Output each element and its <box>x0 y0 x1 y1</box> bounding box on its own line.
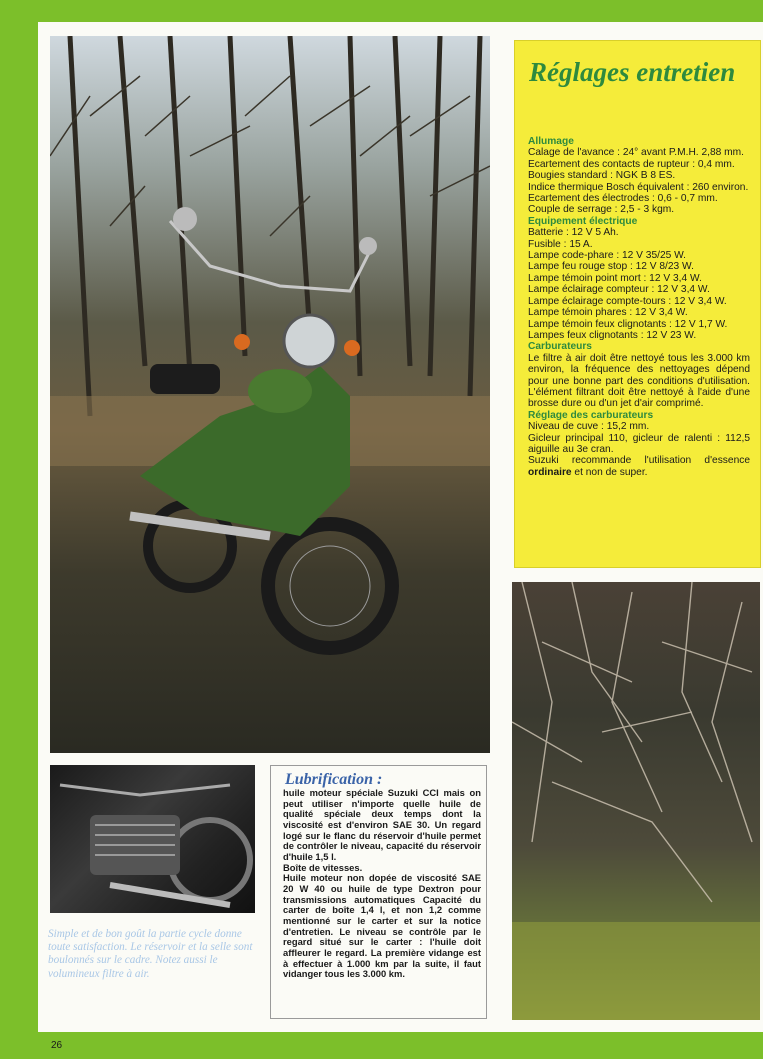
spec-line: Couple de serrage : 2,5 - 3 kgm. <box>528 204 675 216</box>
spec-line: Ecartement des contacts de rupteur : 0,4 mm. <box>528 158 735 170</box>
closing-line: Suzuki recommande l'utilisation d'essence ordinaire et non de super. <box>528 455 750 478</box>
spec-line: Lampe témoin feux clignotants : 12 V 1,7 W. <box>528 318 728 330</box>
section-heading: Equipement électrique <box>528 215 638 227</box>
motorcycle-photo <box>50 36 490 753</box>
page-number: 26 <box>51 1040 63 1051</box>
spec-line: Batterie : 12 V 5 Ah. <box>528 227 619 239</box>
spec-line: Lampe code-phare : 12 V 35/25 W. <box>528 250 687 262</box>
settings-panel <box>514 40 761 568</box>
spec-line: Fusible : 15 A. <box>528 238 593 250</box>
panel-title: Réglages entretien <box>529 57 736 87</box>
spec-line: Lampe éclairage compte-tours : 12 V 3,4 W. <box>528 295 727 307</box>
emphasis-word: ordinaire <box>528 466 572 478</box>
spec-line: Indice thermique Bosch équivalent : 260 environ. <box>528 181 749 193</box>
lubrication-text: huile moteur spéciale Suzuki CCI mais on peut utiliser n'importe quelle huile de qualité spéciale deux temps dont la viscosité est d'environ SAE 30. Un regard logé sur le flanc du réservoir d'huile permet de contrôler le niveau, capacité du réservoir d'huile 1,5 l. <box>283 787 481 862</box>
engine-photo <box>50 765 255 913</box>
spec-line: Ecartement des électrodes : 0,6 - 0,7 mm. <box>528 193 718 205</box>
lubrication-box <box>270 765 487 1019</box>
spec-line: Lampe éclairage compteur : 12 V 3,4 W. <box>528 284 710 296</box>
magazine-page <box>38 22 763 1051</box>
section-heading: Allumage <box>528 136 574 147</box>
section-heading: Carburateurs <box>528 341 592 353</box>
lubrication-body <box>283 788 481 980</box>
spec-line: Lampe feu rouge stop : 12 V 8/23 W. <box>528 261 694 273</box>
lubrication-title: Lubrification : <box>285 771 383 788</box>
gearbox-text: Huile moteur non dopée de viscosité SAE 20 W 40 ou huile de type Dextron pour transmissions automatiques Capacité du carter de boîte 1,4 l, et non 1,2 comme mentionné sur le carter et sur la notice d'entretien. Le niveau se contrôle par le regard situé sur le carter : l'huile doit affleurer le regard. La première vidange est à effectuer à 1.000 km par la suite, il faut vidanger tous les 3.000 km. <box>283 872 481 980</box>
photo-caption: Simple et de bon goût la partie cycle donne toute satisfaction. Le réservoir et la selle sont boulonnés sur le cadre. Notez aussi le volumineux filtre à air. <box>48 928 253 980</box>
spec-line: Lampes feux clignotants : 12 V 23 W. <box>528 329 697 341</box>
forest-photo <box>512 582 760 1020</box>
spec-line: Gicleur principal 110, gicleur de ralenti : 112,5 aiguille au 3e cran. <box>528 432 750 455</box>
spec-line: Lampe témoin point mort : 12 V 3,4 W. <box>528 272 702 284</box>
spec-line: Calage de l'avance : 24° avant P.M.H. 2,88 mm. <box>528 147 744 159</box>
spec-line: Bougies standard : NGK B 8 ES. <box>528 170 676 182</box>
panel-body <box>528 136 750 478</box>
spec-line: Le filtre à air doit être nettoyé tous les 3.000 km environ, la fréquence des nettoyages dépend pour une bonne part des conditions d'utilisation. L'élément filtrant doit être nettoyé à l'aide d'une brosse dure ou d'un jet d'air comprimé. <box>528 352 750 410</box>
section-heading: Réglage des carburateurs <box>528 409 654 421</box>
gearbox-heading: Boîte de vitesses. <box>283 861 363 873</box>
spec-line: Lampe témoin phares : 12 V 3,4 W. <box>528 307 688 319</box>
spec-line: Niveau de cuve : 15,2 mm. <box>528 421 650 433</box>
